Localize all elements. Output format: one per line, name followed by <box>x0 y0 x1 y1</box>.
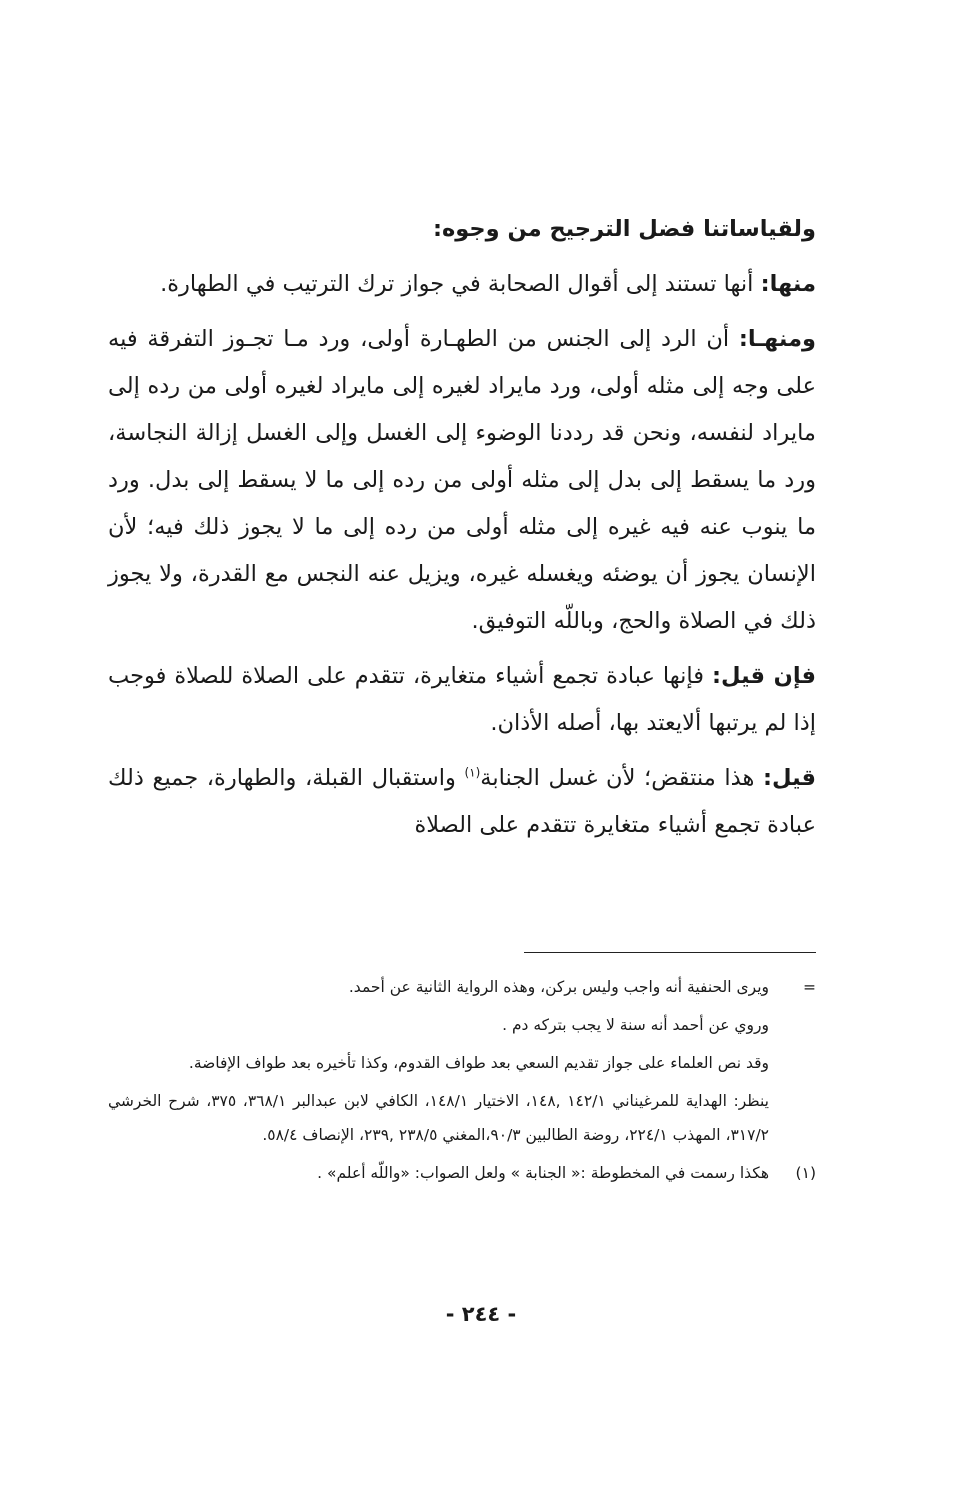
paragraph-4 <box>108 755 816 849</box>
main-text <box>108 206 816 857</box>
paragraph-1-lead: منها: <box>760 271 816 297</box>
paragraph-4-lead: قيل: <box>762 765 816 791</box>
footnote-line-2: وروي عن أحمد أنه سنة لا يجب بتركه دم . <box>502 1016 769 1034</box>
paragraph-2-lead: ومنهـا: <box>738 326 816 352</box>
paragraph-2 <box>108 316 816 645</box>
footnote-line-4: ينظر: الهداية للمرغيناني ١٤٢/١ ,١٤٨، الاختيار ١٤٨/١، الكافي لابن عبدالبر ٣٦٨/١، ٣٧٥، شرح الخرشي ٣١٧/٢، المهذب ٢٢٤/١، روضة الطالبين ٩٠/٣،المغني ٢٣٨/٥ ,٢٣٩، الإنصاف ٥٨/٤. <box>108 1092 770 1144</box>
footnote-1 <box>108 1156 816 1190</box>
paragraph-3-lead: فإن قيل: <box>711 663 817 689</box>
footnote-reference-1[interactable]: (١) <box>464 765 481 780</box>
footnote-1-text: هكذا رسمت في المخطوطة :« الجنابة » ولعل الصواب: «واللّه أعلم» . <box>317 1164 769 1182</box>
paragraph-3-text: فإنها عبادة تجمع أشياء متغايرة، تتقدم على الصلاة للصلاة فوجب إذا لم يرتبها ألايعتد بها، أصله الأذان. <box>108 663 816 736</box>
footnote-continuation <box>108 970 816 1152</box>
paragraph-1-text: أنها تستند إلى أقوال الصحابة في جواز ترك الترتيب في الطهارة. <box>160 271 761 297</box>
footnote-line-3: وقد نص العلماء على جواز تقديم السعي بعد طواف القدوم، وكذا تأخيره بعد طواف الإفاضة. <box>188 1054 769 1072</box>
page-number: - ٢٤٤ - <box>445 1302 517 1326</box>
footnote-line-1: ويرى الحنفية أنه واجب وليس بركن، وهذه الرواية الثانية عن أحمد. <box>348 978 769 996</box>
paragraph-3 <box>108 653 816 747</box>
paragraph-1 <box>108 261 816 308</box>
footnote-separator <box>524 952 816 953</box>
paragraph-4-text-before: هذا منتقض؛ لأن غسل الجنابة <box>480 765 763 791</box>
footnotes <box>108 970 816 1194</box>
footnote-1-marker: (١) <box>795 1164 816 1182</box>
paragraph-4-text-after: واستقبال القبلة، والطهارة، جميع ذلك عبادة تجمع أشياء متغايرة تتقدم على الصلاة <box>108 765 816 838</box>
footnote-continuation-marker: = <box>803 978 816 996</box>
paragraph-2-text: أن الرد إلى الجنس من الطهـارة أولى، ورد مـا تجـوز التفرقة فيه على وجه إلى مثله أولى، ورد مايراد لغيره إلى مايراد لغيره أولى من رده إلى مايراد لنفسه، ونحن قد رددنا الوضوء إلى الغسل وإلى الغسل إزالة النجاسة، ورد ما يسقط إلى بدل إلى مثله أولى من رده إلى ما لا يسقط إلى بدل. ورد ما ينوب عنه فيه غيره إلى مثله أولى من رده إلى ما لا يجوز ذلك فيه؛ لأن الإنسان يجوز أن يوضئه ويغسله غيره، ويزيل عنه النجس مع القدرة، ولا يجوز ذلك في الصلاة والحج، وباللّه التوفيق. <box>108 326 816 634</box>
section-heading: ولقياساتنا فضل الترجيح من وجوه: <box>433 216 816 242</box>
